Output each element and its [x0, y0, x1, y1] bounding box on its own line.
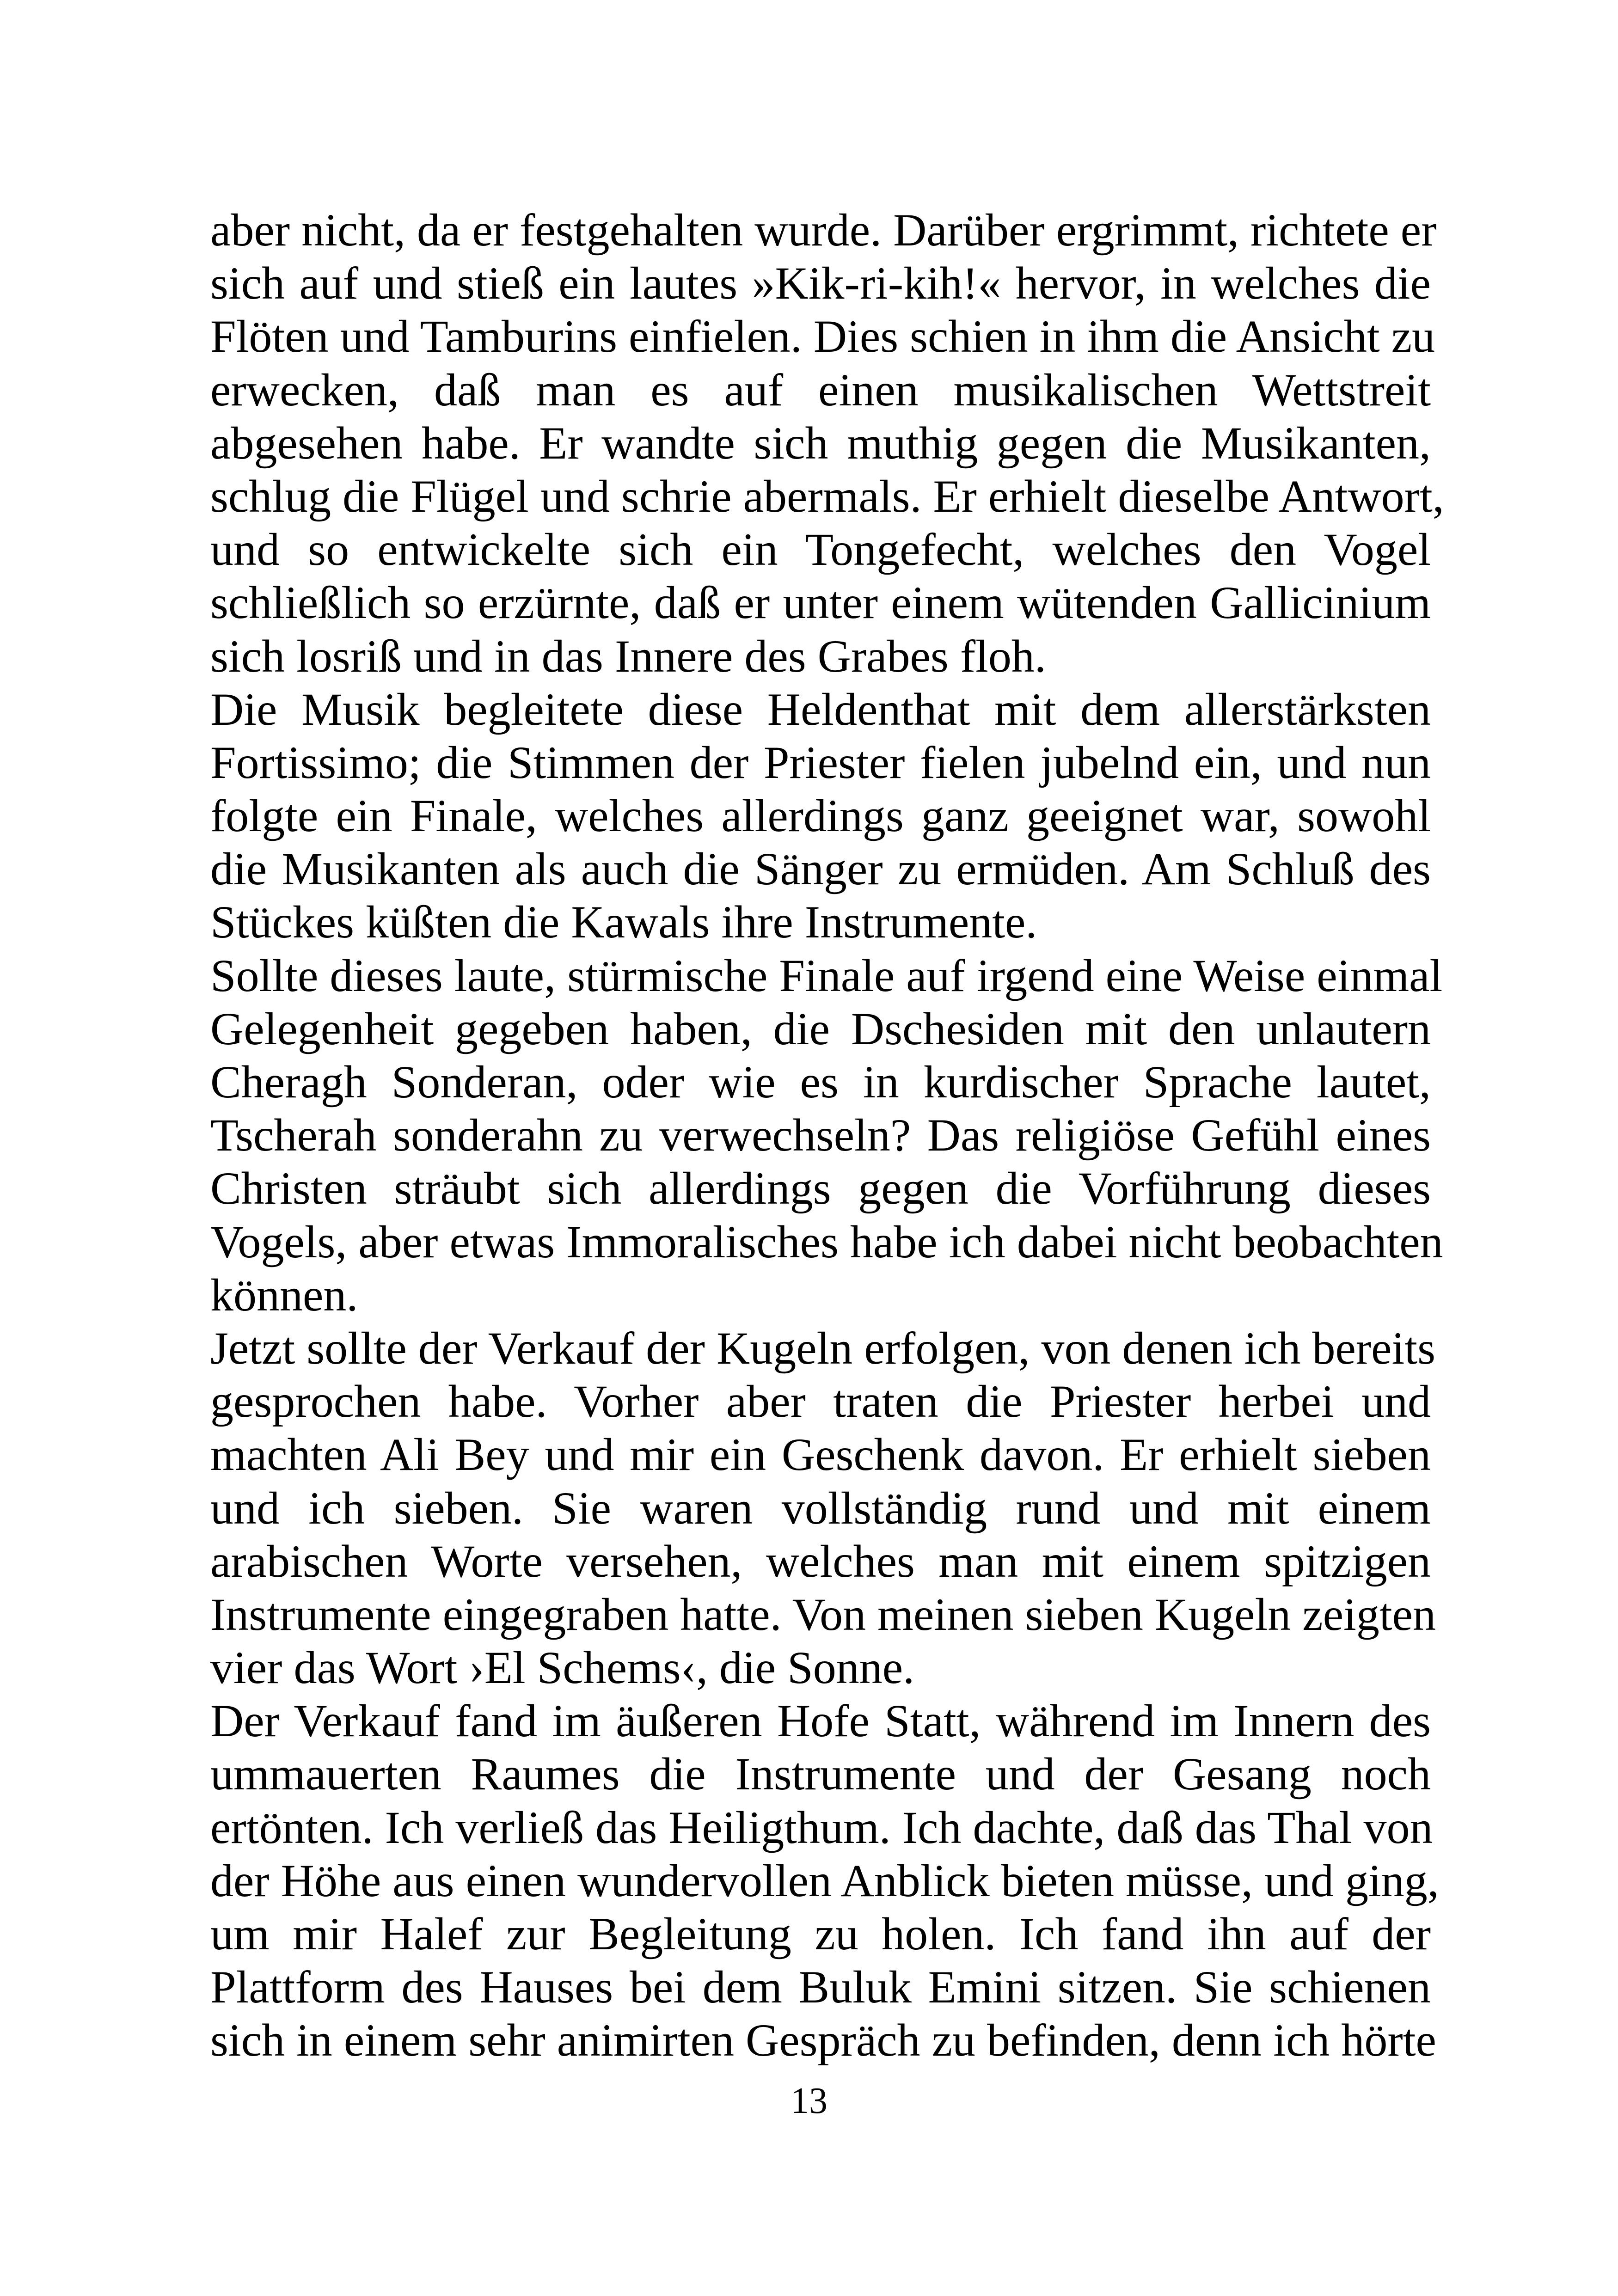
text-line: sich losriß und in das Innere des Grabes floh. [210, 630, 1046, 682]
text-line: schlug die Flügel und schrie abermals. Er erhielt dieselbe Antwort, [210, 470, 1444, 522]
text-line: Vogels, aber etwas Immoralisches habe ich dabei nicht beobachten [210, 1216, 1443, 1267]
text-line: Der Verkauf fand im äußeren Hofe Statt, während im Innern des [210, 1695, 1431, 1747]
text-line: Plattform des Hauses bei dem Buluk Emini sitzen. Sie schienen [210, 1961, 1431, 2013]
text-line: gesprochen habe. Vorher aber traten die Priester herbei und [210, 1376, 1431, 1427]
text-line: vier das Wort ›El Schems‹, die Sonne. [210, 1642, 915, 1694]
text-line: Stückes küßten die Kawals ihre Instrumente. [210, 896, 1037, 948]
text-line: ertönten. Ich verließ das Heiligthum. Ich dachte, daß das Thal von [210, 1801, 1433, 1853]
text-line: der Höhe aus einen wundervollen Anblick bieten müsse, und ging, [210, 1855, 1439, 1906]
text-line: Cheragh Sonderan, oder wie es in kurdischer Sprache lautet, [210, 1056, 1431, 1108]
text-line: um mir Halef zur Begleitung zu holen. Ich fand ihn auf der [210, 1908, 1431, 1959]
text-line: arabischen Worte versehen, welches man mit einem spitzigen [210, 1535, 1431, 1587]
text-line: ummauerten Raumes die Instrumente und der Gesang noch [210, 1748, 1431, 1800]
text-line: machten Ali Bey und mir ein Geschenk davon. Er erhielt sieben [210, 1429, 1431, 1481]
text-line: können. [210, 1269, 358, 1321]
body-text [210, 203, 1444, 2067]
text-line: erwecken, daß man es auf einen musikalischen Wettstreit [210, 364, 1431, 416]
paragraph [210, 1694, 1439, 2067]
paragraph [210, 683, 1431, 949]
text-line: sich auf und stieß ein lautes »Kik-ri-kih!« hervor, in welches die [210, 257, 1431, 309]
text-line: folgte ein Finale, welches allerdings ganz geeignet war, sowohl [210, 790, 1431, 842]
text-line: sich in einem sehr animirten Gespräch zu befinden, denn ich hörte [210, 2014, 1436, 2066]
page-number: 13 [791, 2081, 827, 2121]
text-line: Flöten und Tamburins einfielen. Dies schien in ihm die Ansicht zu [210, 311, 1435, 362]
text-line: die Musikanten als auch die Sänger zu ermüden. Am Schluß des [210, 843, 1431, 895]
text-line: Instrumente eingegraben hatte. Von meinen sieben Kugeln zeigten [210, 1588, 1436, 1640]
paragraph [210, 949, 1443, 1322]
paragraph [210, 203, 1444, 683]
text-line: Die Musik begleitete diese Heldenthat mit dem allerstärksten [210, 683, 1431, 735]
text-line: Sollte dieses laute, stürmische Finale auf irgend eine Weise einmal [210, 949, 1443, 1001]
text-line: abgesehen habe. Er wandte sich muthig gegen die Musikanten, [210, 417, 1431, 469]
text-line: Tscherah sonderahn zu verwechseln? Das religiöse Gefühl eines [210, 1109, 1431, 1161]
text-line: und so entwickelte sich ein Tongefecht, welches den Vogel [210, 524, 1431, 576]
text-line: und ich sieben. Sie waren vollständig rund und mit einem [210, 1482, 1431, 1534]
text-line: schließlich so erzürnte, daß er unter einem wütenden Gallicinium [210, 577, 1431, 629]
text-line: Fortissimo; die Stimmen der Priester fielen jubelnd ein, und nun [210, 736, 1431, 788]
paragraph [210, 1322, 1436, 1694]
text-line: Jetzt sollte der Verkauf der Kugeln erfolgen, von denen ich bereits [210, 1322, 1435, 1374]
text-line: aber nicht, da er festgehalten wurde. Darüber ergrimmt, richtete er [210, 204, 1437, 256]
text-line: Christen sträubt sich allerdings gegen die Vorführung dieses [210, 1163, 1431, 1214]
text-line: Gelegenheit gegeben haben, die Dschesiden mit den unlautern [210, 1003, 1431, 1054]
